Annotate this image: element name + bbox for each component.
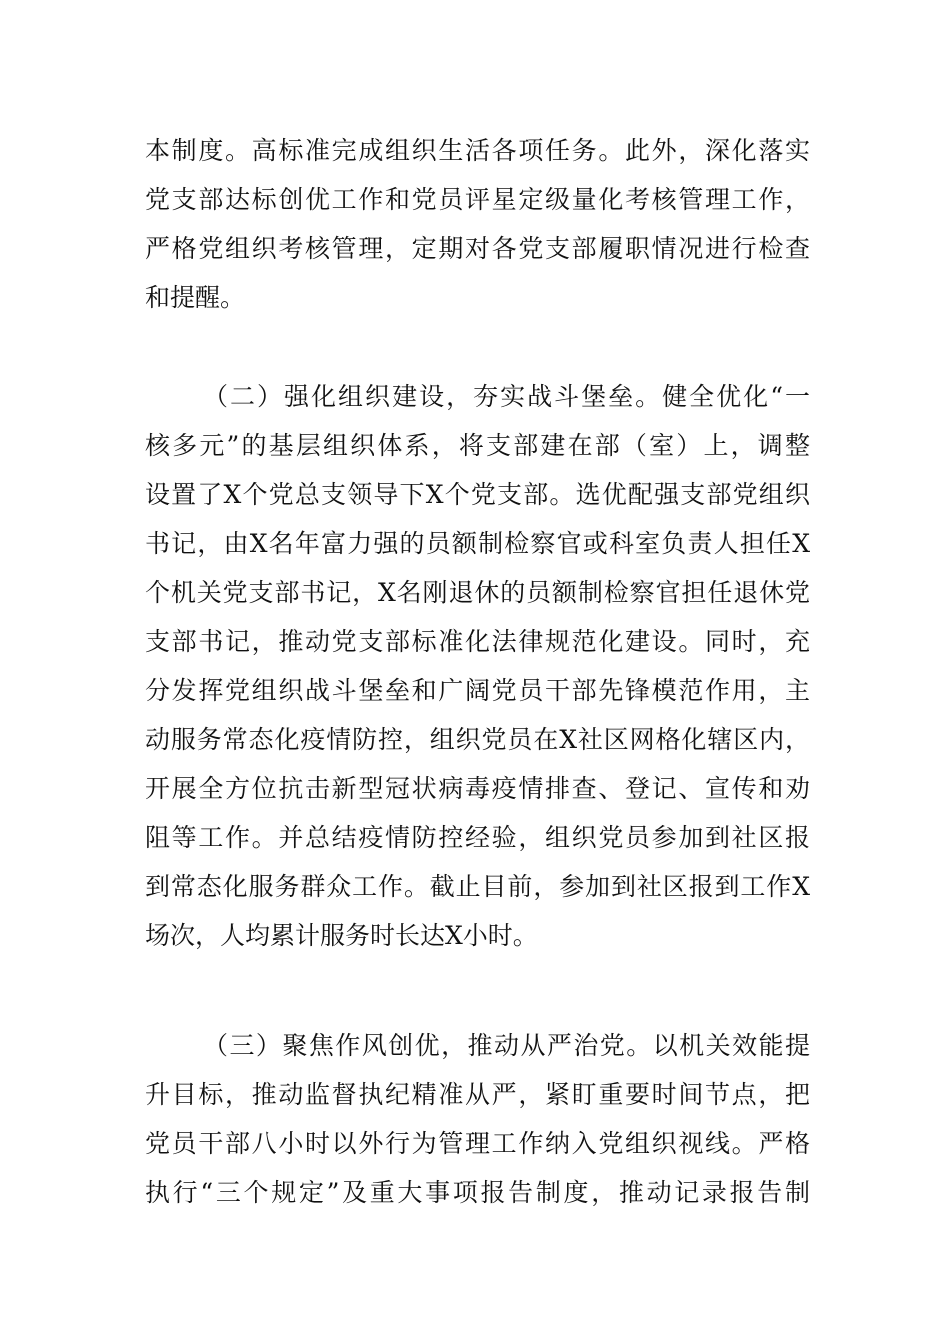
text-line: 设置了X个党总支领导下X个党支部。选优配强支部党组织 <box>145 480 810 509</box>
text-line: 核多元”的基层组织体系，将支部建在部（室）上，调整 <box>145 431 810 460</box>
text-line: 动服务常态化疫情防控，组织党员在X社区网格化辖区内， <box>145 725 810 754</box>
text-line: 开展全方位抗击新型冠状病毒疫情排查、登记、宣传和劝 <box>145 774 810 803</box>
text-line: 党支部达标创优工作和党员评星定级量化考核管理工作， <box>145 185 810 214</box>
text-line: 执行“三个规定”及重大事项报告制度，推动记录报告制 <box>145 1178 810 1207</box>
text-line: 严格党组织考核管理，定期对各党支部履职情况进行检查 <box>145 234 810 263</box>
text-line: 个机关党支部书记，X名刚退休的员额制检察官担任退休党 <box>145 578 810 607</box>
text-line: 阻等工作。并总结疫情防控经验，组织党员参加到社区报 <box>145 823 810 852</box>
text-line: 书记，由X名年富力强的员额制检察官或科室负责人担任X <box>145 529 810 558</box>
text-line: 到常态化服务群众工作。截止目前，参加到社区报到工作X <box>145 872 810 901</box>
text-line: 支部书记，推动党支部标准化法律规范化建设。同时，充 <box>145 627 810 656</box>
text-line: 场次，人均累计服务时长达X小时。 <box>145 921 538 950</box>
text-line: 本制度。高标准完成组织生活各项任务。此外，深化落实 <box>145 136 810 165</box>
text-line: 党员干部八小时以外行为管理工作纳入党组织视线。严格 <box>145 1129 810 1158</box>
text-line: 和提醒。 <box>145 283 246 312</box>
text-line: （二）强化组织建设，夯实战斗堡垒。健全优化“一 <box>203 382 810 411</box>
text-line: 升目标，推动监督执纪精准从严，紧盯重要时间节点，把 <box>145 1080 810 1109</box>
text-line: （三）聚焦作风创优，推动从严治党。以机关效能提 <box>203 1031 810 1060</box>
text-line: 分发挥党组织战斗堡垒和广阔党员干部先锋模范作用，主 <box>145 676 810 705</box>
